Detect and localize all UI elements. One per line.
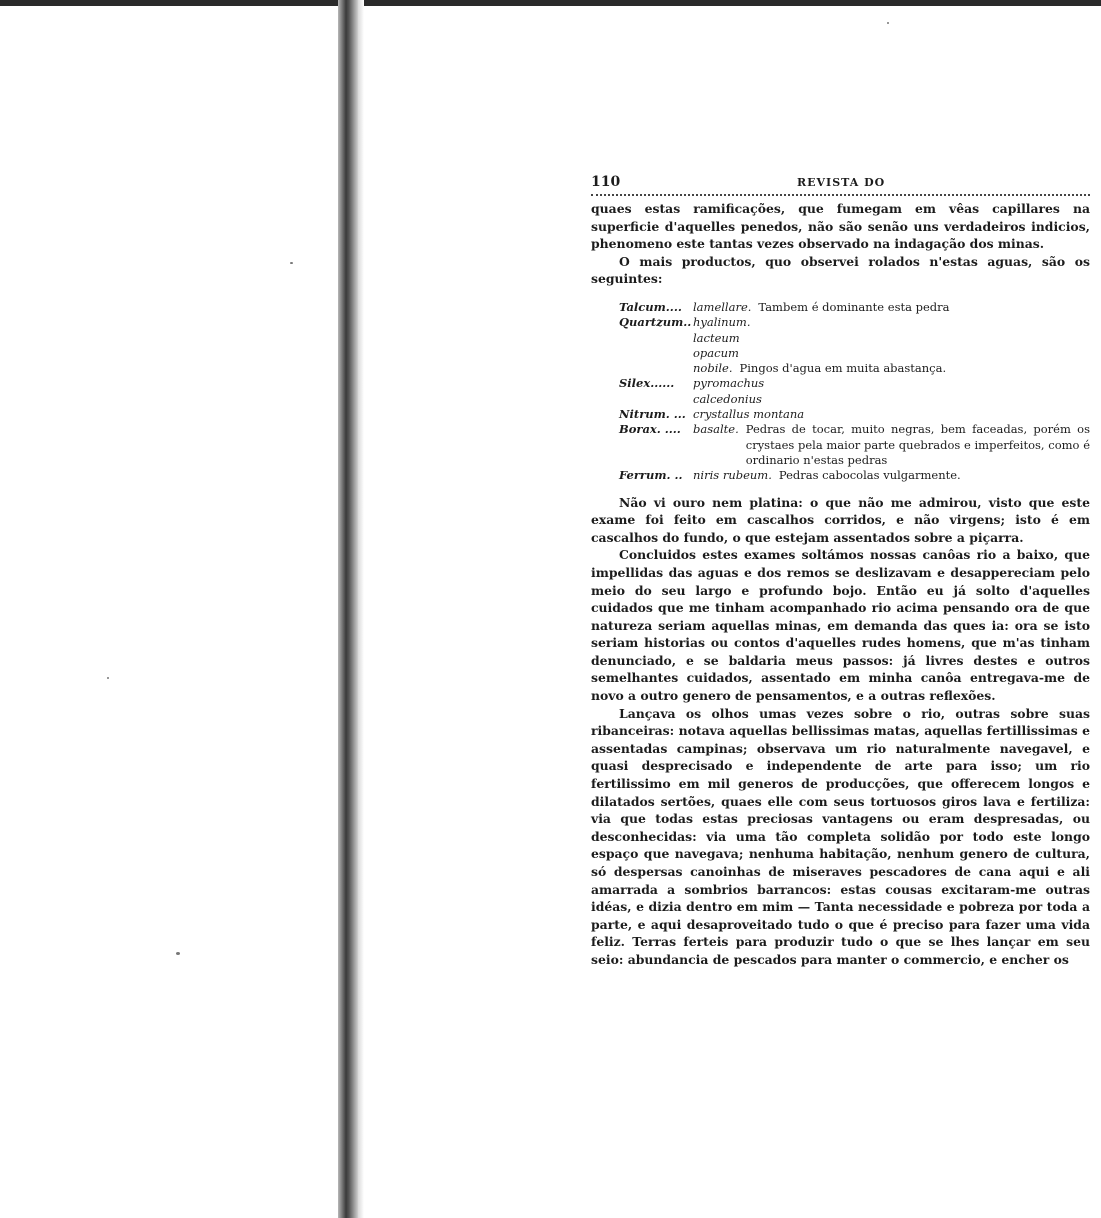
running-title: REVISTA DO: [797, 176, 886, 189]
variety-name: lamellare.: [693, 299, 752, 314]
mineral-name: Silex......: [619, 376, 675, 391]
gutter-fade: [358, 0, 364, 1218]
variety-name: calcedonius: [693, 391, 762, 406]
catalog-row: [591, 300, 1090, 315]
scan-speck: [887, 22, 889, 24]
mineral-name: Talcum....: [619, 299, 682, 314]
paragraph: Não vi ouro nem platina: o que não me admirou, visto que este exame foi feito em cascalhos corridos, e não virgens; isto é em cascalhos do fundo, o que estejam assentados sobre a piçarra.: [591, 494, 1090, 545]
variety-note: Pedras de tocar, muito negras, bem faceadas, porém os crystaes pela maior parte quebrados e imperfeitos, como é ordinario n'estas pedras: [745, 422, 1090, 467]
book-gutter-shadow: [338, 0, 358, 1218]
variety-name: niris rubeum.: [693, 468, 772, 483]
scan-top-edge: [0, 0, 1101, 6]
variety-note: Tambem é dominante esta pedra: [758, 299, 950, 314]
variety-name: pyromachus: [693, 376, 765, 391]
book-page: [591, 172, 1090, 1212]
paragraph: Concluidos estes exames soltámos nossas canôas rio a baixo, que impellidas das aguas e dos remos se deslizavam e desappereciam pelo meio do seu largo e profundo bojo. Então eu já solto d'aquelles cuidados que me tinham acompanhado rio acima pensando ora de que natureza seriam aquellas minas, em demanda das ques ia: ora se isto seriam historias ou contos d'aquelles rudes homens, que m'as tinham denunciado, e se baldaria meus passos: já livres destes e outros semelhantes cuidados, assentado em minha canôa entregava-me de novo a outro genero de pensamentos, e a outras reflexões.: [591, 547, 1090, 704]
scan-speck: [290, 262, 293, 264]
variety-name: lacteum: [693, 330, 740, 345]
catalog-row: [591, 315, 1090, 376]
catalog-row: [591, 468, 1090, 483]
header-rule: [591, 194, 1090, 196]
catalog-row: [591, 376, 1090, 407]
mineral-name: Nitrum. ...: [619, 407, 686, 422]
variety-name: hyalinum.: [693, 315, 751, 330]
paragraph: quaes estas ramificações, que fumegam em vêas capillares na superficie d'aquelles penedos, não são senão uns verdadeiros indicios, phenomeno este tantas vezes observado na indagação dos minas.: [591, 201, 1090, 252]
paragraph: Lançava os olhos umas vezes sobre o rio, outras sobre suas ribanceiras: notava aquellas bellissimas matas, aquellas fertillissimas e assentadas campinas; observava um rio naturalmente navegavel, e quasi desprecisado e independente de arte para isso; um rio fertilissimo em mil generos de producções, que offerecem longos e dilatados sertões, quaes elle com seus tortuosos giros lava e fertiliza: via que todas estas preciosas vantagens ou eram despresadas, ou desconhecidas: via uma tão completa solidão por todo este longo espaço que navegava; nenhuma habitação, nenhum genero de cultura, só despersas canoinhas de miseraves pescadores de cana aqui e ali amarrada a sombrios barrancos: estas cousas excitaram-me outras idéas, e dizia dentro em mim — Tanta necessidade e pobreza por toda a parte, e aqui desaproveitado tudo o que é preciso para fazer uma vida feliz. Terras ferteis para produzir tudo o que se lhes lançar em seu seio: abundancia de pescados para manter o commercio, e encher os: [591, 705, 1090, 967]
paragraph: O mais productos, quo observei rolados n'estas aguas, são os seguintes:: [591, 253, 1090, 287]
variety-name: nobile.: [693, 361, 733, 376]
running-header: [591, 172, 1090, 192]
variety-name: crystallus montana: [693, 407, 805, 422]
scan-speck: [176, 952, 180, 955]
body-text: [591, 200, 1090, 969]
variety-note: Pingos d'agua em muita abastança.: [739, 361, 947, 376]
mineral-name: Borax. ....: [619, 422, 681, 437]
catalog-row: [591, 407, 1090, 422]
scan-speck: [107, 677, 109, 679]
variety-note: Pedras cabocolas vulgarmente.: [778, 468, 961, 483]
variety-name: opacum: [693, 345, 739, 360]
mineral-name: Ferrum. ..: [619, 468, 683, 483]
mineral-catalog: [591, 300, 1090, 484]
mineral-name: Quartzum..: [619, 315, 692, 330]
catalog-row: [591, 422, 1090, 468]
page-number: 110: [591, 174, 621, 190]
variety-name: basalte.: [693, 422, 739, 437]
